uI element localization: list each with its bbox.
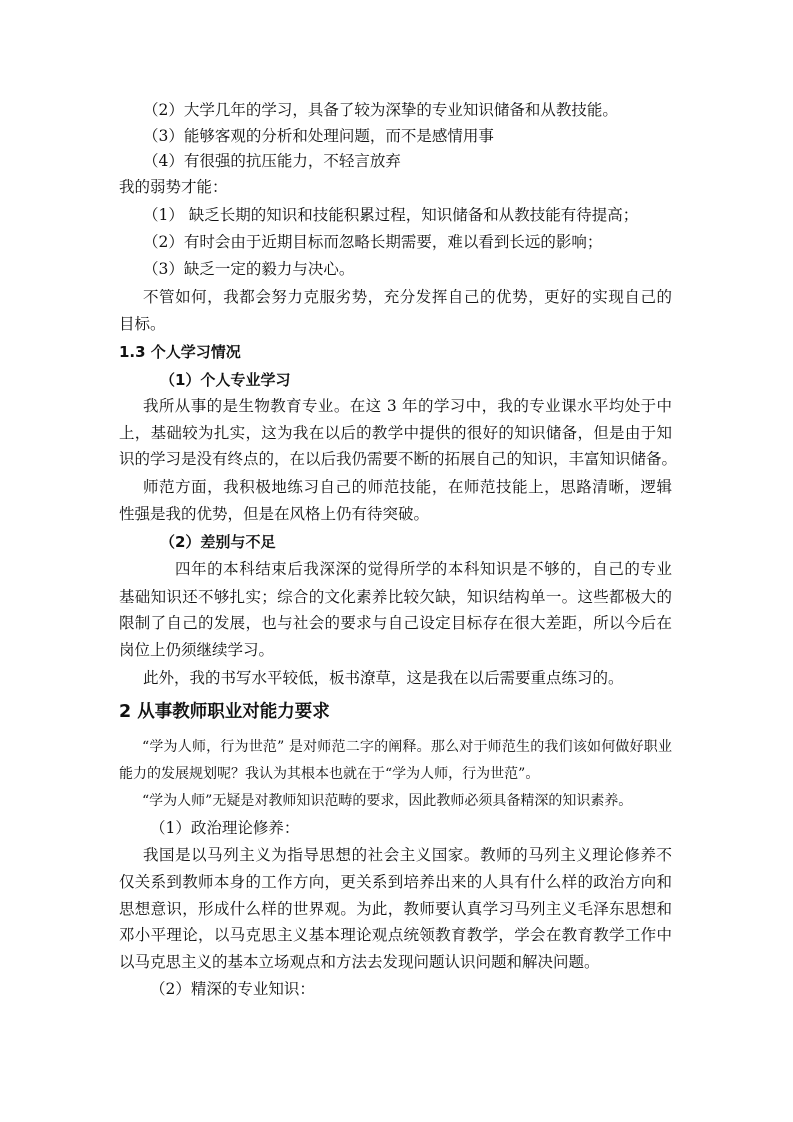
section-heading: 1.3 个人学习情况 [119,343,241,361]
section-heading: （1）个人专业学习 [160,371,291,389]
text-line: 能力的发展规划呢？我认为其根本也就在于“学为人师，行为世范”。 [119,766,540,782]
text-line: 思想意识，形成什么样的世界观。为此，教师要认真学习马列主义毛泽东思想和 [119,900,672,918]
text-line: （1）政治理论修养： [150,819,300,837]
text-line: （1） 缺乏长期的知识和技能积累过程，知识储备和从教技能有待提高； [143,206,639,224]
text-line: （2）大学几年的学习，具备了较为深挚的专业知识储备和从教技能。 [143,101,618,119]
text-line: 我所从事的是生物教育专业。在这 3 年的学习中，我的专业课水平均处于中 [143,397,672,415]
text-line: （2）有时会由于近期目标而忽略长期需要，难以看到长远的影响； [143,233,603,251]
text-line: 四年的本科结束后我深深的觉得所学的本科知识是不够的，自己的专业 [175,560,672,578]
text-line: 岗位上仍须继续学习。 [119,641,275,659]
text-line: “学为人师”无疑是对教师知识范畴的要求，因此教师必须具备精深的知识素养。 [142,793,633,809]
section-heading: 2 从事教师职业对能力要求 [119,702,330,722]
text-line: 上，基础较为扎实，这为我在以后的教学中提供的很好的知识储备，但是由于知 [119,424,672,442]
text-line: 师范方面，我积极地练习自己的师范技能，在师范技能上，思路清晰，逻辑 [143,478,672,496]
text-line: 以马克思主义的基本立场观点和方法去发现问题认识问题和解决问题。 [119,953,600,971]
text-line: 不管如何，我都会努力克服劣势，充分发挥自己的优势，更好的实现自己的 [143,288,672,306]
text-line: 仅关系到教师本身的工作方向，更关系到培养出来的人具有什么样的政治方向和 [119,873,672,891]
text-line: 此外，我的书写水平较低，板书潦草，这是我在以后需要重点练习的。 [143,669,624,687]
text-line: 基础知识还不够扎实；综合的文化素养比较欠缺，知识结构单一。这些都极大的 [119,588,672,606]
text-line: （3）能够客观的分析和处理问题，而不是感情用事 [143,127,494,145]
text-line: 识的学习是没有终点的，在以后我仍需要不断的拓展自己的知识，丰富知识储备。 [119,450,678,468]
text-line: 我国是以马列主义为指导思想的社会主义国家。教师的马列主义理论修养不 [143,846,672,864]
text-line: （4）有很强的抗压能力，不轻言放弃 [143,152,401,170]
section-heading: （2）差别与不足 [160,533,276,551]
text-line: 性强是我的优势，但是在风格上仍有待突破。 [119,505,430,523]
text-line: 目标。 [119,315,166,333]
text-line: （3）缺乏一定的毅力与决心。 [143,260,355,278]
text-line: （2）精深的专业知识： [150,980,315,998]
text-line: 邓小平理论，以马克思主义基本理论观点统领教育教学，学会在教育教学工作中 [119,926,672,944]
text-line: 我的弱势才能： [119,178,228,196]
text-line: “学为人师，行为世范” 是对师范二字的阐释。那么对于师范生的我们该如何做好职业 [142,739,672,755]
text-line: 限制了自己的发展，也与社会的要求与自己设定目标存在很大差距，所以今后在 [119,614,672,632]
